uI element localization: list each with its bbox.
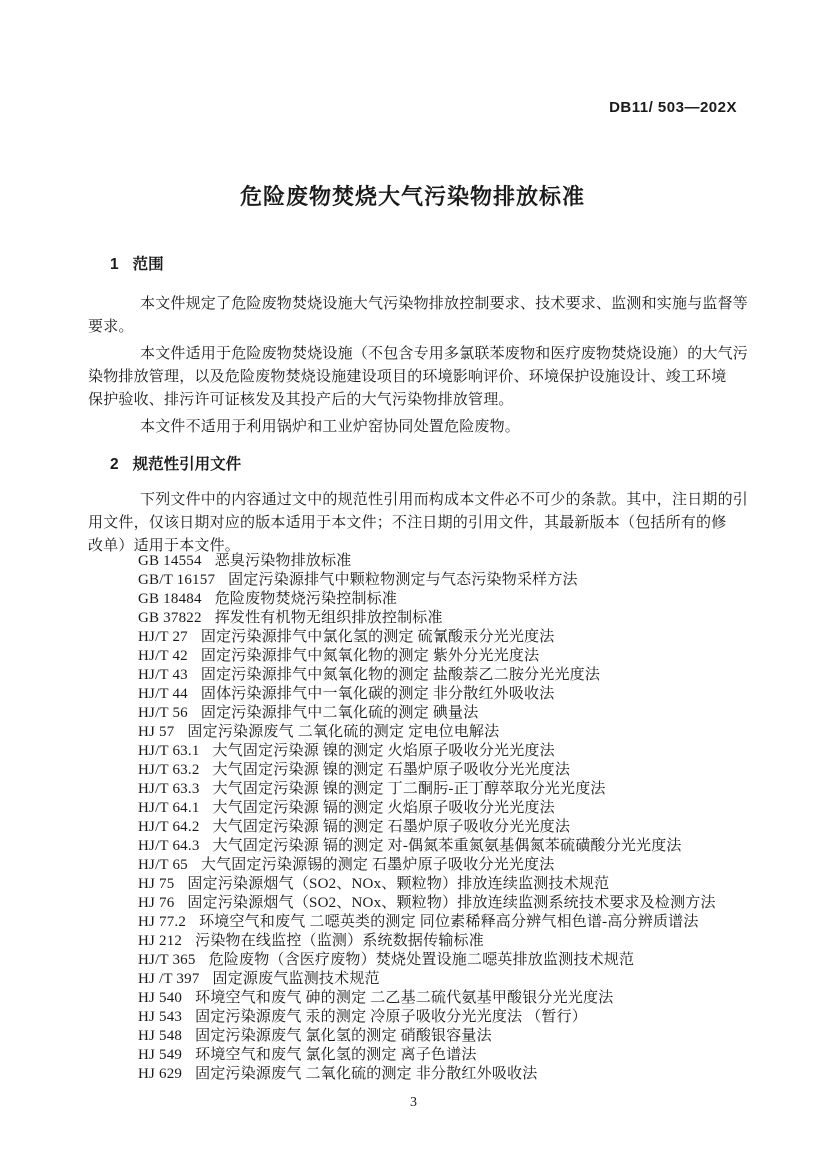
reference-item xyxy=(138,932,737,951)
section-2-number: 2 xyxy=(110,456,119,473)
paragraph-line: 要求。 xyxy=(88,319,134,335)
reference-title: 挥发性有机物无组织排放控制标准 xyxy=(214,610,443,626)
reference-item xyxy=(138,837,737,856)
section-2-body xyxy=(88,489,749,558)
reference-item xyxy=(138,951,737,970)
reference-title: 固定污染源废气 汞的测定 冷原子吸收分光光度法 （暂行） xyxy=(195,1009,587,1025)
reference-title: 大气固定污染源 镉的测定 石墨炉原子吸收分光光度法 xyxy=(212,819,571,835)
section-2-title: 规范性引用文件 xyxy=(132,456,242,473)
paragraph-line: 用文件，仅该日期对应的版本适用于本文件；不注日期的引用文件，其最新版本（包括所有的修 xyxy=(88,515,727,531)
paragraph xyxy=(88,343,749,412)
reference-title: 固定污染源排气中氮氧化物的测定 盐酸萘乙二胺分光光度法 xyxy=(200,667,601,683)
reference-title: 危险废物焚烧污染控制标准 xyxy=(214,591,398,607)
reference-code: HJ/T 63.2 xyxy=(138,762,200,778)
reference-title: 固定污染源烟气（SO2、NOx、颗粒物）排放连续监测系统技术要求及检测方法 xyxy=(187,895,716,911)
paragraph-line: 染物排放管理，以及危险废物焚烧设施建设项目的环境影响评价、环境保护设施设计、竣工环境 xyxy=(88,369,727,385)
reference-item xyxy=(138,685,737,704)
reference-title: 固体污染源排气中一氧化碳的测定 非分散红外吸收法 xyxy=(200,686,555,702)
section-2-heading xyxy=(110,456,737,473)
reference-item xyxy=(138,913,737,932)
reference-code: GB/T 16157 xyxy=(138,572,216,588)
section-1-body xyxy=(88,293,749,439)
reference-title: 大气固定污染源 镍的测定 丁二酮肟-正丁醇萃取分光光度法 xyxy=(212,781,606,797)
reference-title: 大气固定污染源 镉的测定 对-偶氮苯重氮氨基偶氮苯硫磺酸分光光度法 xyxy=(212,838,682,854)
reference-title: 固定源废气监测技术规范 xyxy=(212,971,380,987)
document-title: 危险废物焚烧大气污染物排放标准 xyxy=(239,184,585,209)
reference-item xyxy=(138,609,737,628)
reference-title: 固定污染源废气 二氧化硫的测定 非分散红外吸收法 xyxy=(195,1066,538,1082)
paragraph-line: 下列文件中的内容通过文中的规范性引用而构成本文件必不可少的条款。其中，注日期的引 xyxy=(140,492,749,508)
reference-code: HJ 543 xyxy=(138,1009,183,1025)
reference-title: 固定污染源废气 二氧化硫的测定 定电位电解法 xyxy=(187,724,500,740)
reference-item xyxy=(138,1027,737,1046)
reference-title: 固定污染源废气 氯化氢的测定 硝酸银容量法 xyxy=(195,1028,492,1044)
reference-item xyxy=(138,894,737,913)
reference-code: HJ/T 365 xyxy=(138,952,196,968)
reference-code: HJ/T 64.1 xyxy=(138,800,200,816)
reference-code: GB 14554 xyxy=(138,553,202,569)
reference-item xyxy=(138,1065,737,1084)
standard-number: DB11/ 503—202X xyxy=(609,99,737,116)
reference-title: 大气固定污染源 镉的测定 火焰原子吸收分光光度法 xyxy=(212,800,555,816)
paragraph-line: 保护验收、排污许可证核发及其投产后的大气污染物排放管理。 xyxy=(88,392,514,408)
reference-code: GB 37822 xyxy=(138,610,202,626)
reference-title: 污染物在线监控（监测）系统数据传输标准 xyxy=(195,933,484,949)
reference-title: 大气固定污染源 镍的测定 石墨炉原子吸收分光光度法 xyxy=(212,762,571,778)
paragraph xyxy=(88,293,749,339)
paragraph-line: 本文件规定了危险废物焚烧设施大气污染物排放控制要求、技术要求、监测和实施与监督等 xyxy=(140,296,749,312)
reference-title: 大气固定污染源锡的测定 石墨炉原子吸收分光光度法 xyxy=(200,857,555,873)
section-1-heading xyxy=(110,256,737,273)
reference-title: 恶臭污染物排放标准 xyxy=(214,553,352,569)
reference-item xyxy=(138,723,737,742)
reference-code: HJ 540 xyxy=(138,990,183,1006)
reference-code: HJ/T 65 xyxy=(138,857,188,873)
paragraph-line: 改单）适用于本文件。 xyxy=(88,538,241,554)
reference-item xyxy=(138,647,737,666)
reference-code: HJ/T 64.3 xyxy=(138,838,200,854)
page-number: 3 xyxy=(410,1095,417,1110)
reference-code: HJ 77.2 xyxy=(138,914,187,930)
reference-code: HJ 75 xyxy=(138,876,175,892)
reference-code: HJ/T 27 xyxy=(138,629,188,645)
reference-item xyxy=(138,628,737,647)
reference-item xyxy=(138,818,737,837)
reference-list xyxy=(88,552,737,1084)
reference-code: HJ 57 xyxy=(138,724,175,740)
reference-code: HJ/T 43 xyxy=(138,667,188,683)
reference-title: 环境空气和废气 二噁英类的测定 同位素稀释高分辨气相色谱-高分辨质谱法 xyxy=(199,914,699,930)
reference-code: HJ/T 63.3 xyxy=(138,781,200,797)
reference-code: HJ/T 44 xyxy=(138,686,188,702)
reference-item xyxy=(138,1008,737,1027)
paragraph-line: 本文件不适用于利用锅炉和工业炉窑协同处置危险废物。 xyxy=(140,419,521,435)
paragraph xyxy=(88,416,737,439)
reference-item xyxy=(138,666,737,685)
reference-title: 环境空气和废气 氯化氢的测定 离子色谱法 xyxy=(195,1047,477,1063)
reference-item xyxy=(138,704,737,723)
reference-item xyxy=(138,856,737,875)
reference-code: HJ 76 xyxy=(138,895,175,911)
reference-code: HJ/T 64.2 xyxy=(138,819,200,835)
reference-title: 固定污染源排气中颗粒物测定与气态污染物采样方法 xyxy=(228,572,578,588)
reference-item xyxy=(138,989,737,1008)
section-1-number: 1 xyxy=(110,256,119,273)
reference-title: 固定污染源排气中二氧化硫的测定 碘量法 xyxy=(200,705,479,721)
reference-item xyxy=(138,761,737,780)
reference-item xyxy=(138,552,737,571)
reference-item xyxy=(138,875,737,894)
reference-title: 大气固定污染源 镍的测定 火焰原子吸收分光光度法 xyxy=(212,743,555,759)
section-1-title: 范围 xyxy=(132,256,164,273)
reference-code: HJ/T 56 xyxy=(138,705,188,721)
paragraph xyxy=(88,489,749,558)
document-header xyxy=(88,99,737,116)
reference-title: 危险废物（含医疗废物）焚烧处置设施二噁英排放监测技术规范 xyxy=(208,952,635,968)
paragraph-line: 本文件适用于危险废物焚烧设施（不包含专用多氯联苯废物和医疗废物焚烧设施）的大气污 xyxy=(140,346,749,362)
reference-title: 固定污染源烟气（SO2、NOx、颗粒物）排放连续监测技术规范 xyxy=(187,876,610,892)
reference-title: 固定污染源排气中氮氧化物的测定 紫外分光光度法 xyxy=(200,648,540,664)
reference-code: HJ/T 42 xyxy=(138,648,188,664)
reference-item xyxy=(138,799,737,818)
reference-code: HJ 549 xyxy=(138,1047,183,1063)
reference-title: 固定污染源排气中氯化氢的测定 硫氰酸汞分光光度法 xyxy=(200,629,555,645)
reference-item xyxy=(138,1046,737,1065)
reference-code: HJ 548 xyxy=(138,1028,183,1044)
reference-item xyxy=(138,742,737,761)
reference-item xyxy=(138,571,737,590)
reference-code: HJ 629 xyxy=(138,1066,183,1082)
reference-code: HJ /T 397 xyxy=(138,971,200,987)
reference-item xyxy=(138,590,737,609)
reference-code: GB 18484 xyxy=(138,591,202,607)
reference-code: HJ/T 63.1 xyxy=(138,743,200,759)
reference-code: HJ 212 xyxy=(138,933,183,949)
reference-item xyxy=(138,780,737,799)
reference-title: 环境空气和废气 砷的测定 二乙基二硫代氨基甲酸银分光光度法 xyxy=(195,990,614,1006)
reference-item xyxy=(138,970,737,989)
